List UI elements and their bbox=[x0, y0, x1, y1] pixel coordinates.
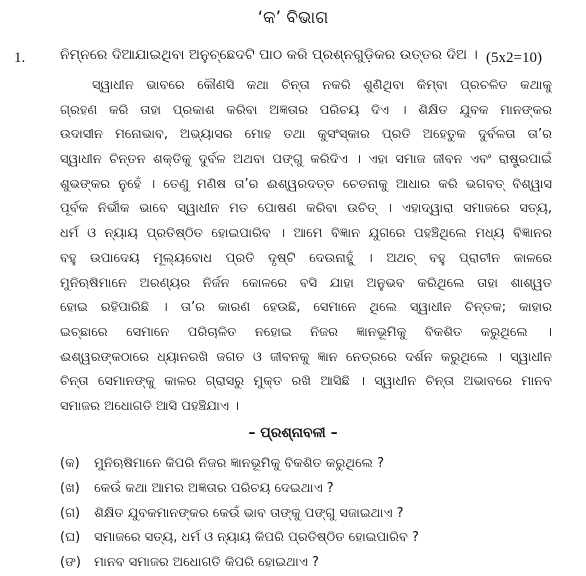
passage-line: ଚିନ୍ତା ସେମାନଙ୍କୁ କାଳର ଗ୍ରାସରୁ ମୁକ୍ତ ରଖି ଆସିଛି । ସ୍ୱାଧୀନ ଚିନ୍ତା ଅଭାବରେ ମାନବ bbox=[60, 374, 552, 390]
passage-line: ଧର୍ମ ଓ ନ୍ୟାୟ ପ୍ରତିଷ୍ଠିତ ହୋଇପାରିବ । ଆମେ ବିଜ୍ଞାନ ଯୁଗରେ ପହଞ୍ଚିଥିଲେ ମଧ୍ୟ ବିଜ୍ଞାନର bbox=[60, 226, 552, 242]
passage-line: ଈଶ୍ୱରଙ୍କଠାରେ ଧ୍ୟାନରଖି ଜଗତ ଓ ଜୀବନକୁ ଜ୍ଞାନ ନେତ୍ରରେ ଦର୍ଶନ କରୁଥିଲେ । ସ୍ୱାଧୀନ bbox=[60, 349, 552, 365]
question-marks: (5x2=10) bbox=[486, 50, 542, 66]
passage-line: ସମାଜର ଅଧୋଗତି ଆସି ପହଞ୍ଚିଯାଏ । bbox=[60, 398, 239, 414]
question-text: କେଉଁ କଥା ଆମର ଅଜ୍ଞତାର ପରିଚୟ ଦେଇଥାଏ ? bbox=[94, 480, 334, 496]
question-label: (କ) bbox=[60, 456, 80, 471]
question-instruction: ନିମ୍ନରେ ଦିଆଯାଇଥିବା ଅନୁଚ୍ଛେଦଟି ପାଠ କରି ପ୍ରଶ୍ନଗୁଡ଼ିକର ଉତ୍ତର ଦିଅ । bbox=[60, 47, 478, 63]
passage-line: ଶୁଭଙ୍କର ନୁହେଁ । ତେଣୁ ମଣିଷ ତା’ର ଈଶ୍ୱରଦତ୍ତ ଚେତନାକୁ ଆଧାର କରି ଭଗବତ୍ ବିଶ୍ୱାସ bbox=[60, 176, 552, 192]
passage-line: ଇଚ୍ଛାରେ ସେମାନେ ପରିଚାଳିତ ନହୋଇ ନିଜର ଜ୍ଞାନଭୂମିକୁ ବିକଶିତ କରୁଥିଲେ । bbox=[60, 324, 552, 340]
questions-list bbox=[60, 452, 560, 576]
question-item bbox=[60, 551, 560, 576]
question-text: ମୁନିଋଷିମାନେ କିପରି ନିଜର ଜ୍ଞାନଭୂମିକୁ ବିକଶିତ କରୁଥିଲେ ? bbox=[94, 456, 384, 471]
passage-line: ପୂର୍ବକ ନିର୍ଭୀକ ଭାବେ ସ୍ୱାଧୀନ ମତ ପୋଷଣ କରିବା ଉଚିତ୍ । ଏହାଦ୍ୱାରା ସମାଜରେ ସତ୍ୟ, bbox=[60, 201, 552, 217]
passage-line: ସ୍ୱାଧୀନ ଭାବରେ କୌଣସି କଥା ଚିନ୍ତା ନକରି ଶୁଣିଥିବା କିମ୍ବା ପ୍ରଚଳିତ କଥାକୁ bbox=[92, 78, 552, 93]
question-item bbox=[60, 526, 560, 551]
question-text: ମାନବ ସମାଜର ଅଧୋଗତି କିପରି ହୋଇଥାଏ ? bbox=[94, 555, 319, 571]
passage-line: ବହୁ ଉପାଦେୟ ମୂଲ୍ୟବୋଧ ପ୍ରତି ଦୃଷ୍ଟି ଦେଉନାହୁଁ । ଅଥଚ୍ ବହୁ ପ୍ରାଚୀନ କାଳରେ bbox=[60, 250, 552, 266]
question-text: ସମାଜରେ ସତ୍ୟ, ଧର୍ମ ଓ ନ୍ୟାୟ କିପରି ପ୍ରତିଷ୍ଠିତ ହୋଇପାରିବ ? bbox=[94, 530, 419, 546]
passage-line: ଉଦାସୀନ ମନୋଭାବ, ଅଭ୍ୟାସର ମୋହ ତଥା କୁସଂସ୍କାର ପ୍ରତି ଅହେତୁକ ଦୁର୍ବଳତା ତା’ର bbox=[60, 127, 552, 143]
passage-line: ସ୍ୱାଧୀନ ଚିନ୍ତନ ଶକ୍ତିକୁ ଦୁର୍ବଳ ଅଥବା ପଙ୍ଗୁ କରିଦିଏ । ଏହା ସମାଜ ଜୀବନ ଏବଂ ରାଷ୍ଟ୍ରପାଇଁ bbox=[60, 152, 552, 168]
question-item bbox=[60, 477, 560, 502]
question-text: ଶିକ୍ଷିତ ଯୁବକମାନଙ୍କର କେଉଁ ଭାବ ତାଙ୍କୁ ପଙ୍ଗୁ ସଜାଇଥାଏ ? bbox=[94, 505, 404, 521]
question-number: 1. bbox=[14, 50, 26, 66]
question-label: (ଘ) bbox=[60, 530, 81, 546]
question-item bbox=[60, 452, 560, 477]
passage bbox=[60, 74, 552, 420]
passage-line: ମୁନିଋଷିମାନେ ଅରଣ୍ୟର ନିର୍ଜନ କୋଳରେ ବସି ଯାହା ଅନୁଭବ କରିଥିଲେ ତାହା ଶାଶ୍ୱତ bbox=[60, 275, 552, 291]
question-label: (ଖ) bbox=[60, 480, 80, 496]
questions-title: – ପ୍ରଶ୍ନାବଳୀ – bbox=[248, 425, 338, 441]
question-label: (ଙ) bbox=[60, 555, 81, 571]
passage-line: ହୋଇ ରହିପାରିଛି । ତା’ର କାରଣ ହେଉଛି, ସେମାନେ ଥିଲେ ସ୍ୱାଧୀନ ଚିନ୍ତକ; କାହାର bbox=[60, 300, 552, 316]
section-title: ‘କ’ ବିଭାଗ bbox=[257, 8, 329, 28]
question-label: (ଗ) bbox=[60, 505, 81, 521]
question-item bbox=[60, 502, 560, 527]
passage-line: ଗ୍ରହଣ କରି ତାହା ପ୍ରକାଶ କରିବା ଅଜ୍ଞତାର ପରିଚୟ ଦିଏ । ଶିକ୍ଷିତ ଯୁବକ ମାନଙ୍କର bbox=[60, 102, 552, 118]
